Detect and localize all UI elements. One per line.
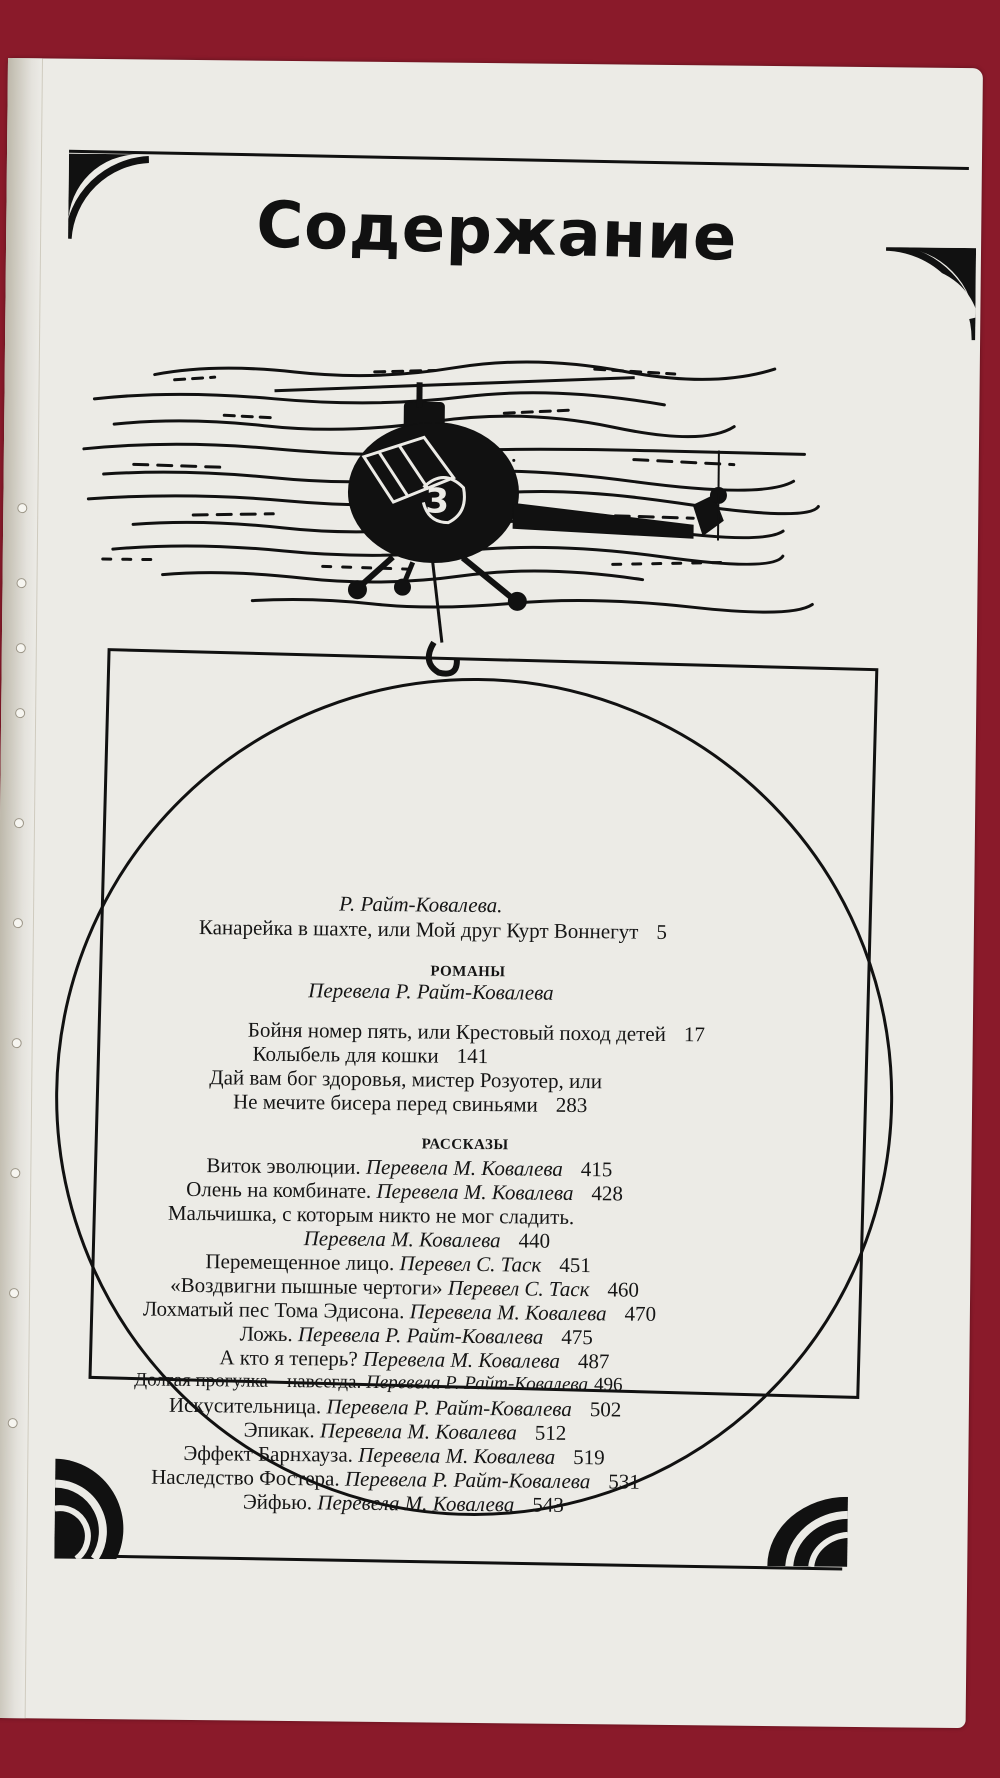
entry-translator: Перевела М. Ковалева: [303, 1226, 501, 1253]
entry-page: 475: [561, 1324, 593, 1350]
book-spine: [0, 58, 43, 1718]
list-item: [151, 1465, 640, 1494]
entry-translator: Перевела М. Ковалева: [409, 1299, 607, 1326]
entry-title: Бойня номер пять, или Крестовый поход детей: [247, 1017, 667, 1046]
entry-title: Долгая прогулка—навсегда.: [134, 1369, 362, 1393]
stitch-hole: [8, 1418, 18, 1428]
entry-page: 512: [534, 1420, 567, 1445]
preface-author: Р. Райт-Ковалева.: [339, 891, 503, 918]
helicopter-illustration: [71, 324, 855, 692]
entry-translator: Перевела М. Ковалева: [362, 1346, 561, 1373]
entry-title: Искусительница.: [168, 1392, 322, 1419]
entry-page: 487: [577, 1349, 610, 1374]
entry-page: 440: [518, 1228, 551, 1253]
preface-page: 5: [656, 919, 668, 944]
preface-title: Канарейка в шахте, или Мой друг Курт Воннегут: [198, 915, 639, 944]
svg-text:3: 3: [425, 481, 450, 522]
entry-page: 470: [624, 1301, 657, 1326]
corner-ornament-top-left: [8, 58, 983, 68]
entry-title: А кто я теперь?: [219, 1345, 358, 1371]
entry-translator: Перевела Р. Райт-Ковалева: [297, 1322, 544, 1349]
corner-ornament-bottom-right: [8, 58, 983, 68]
list-item: [243, 1490, 564, 1517]
entry-page: 428: [591, 1181, 624, 1206]
entry-translator: Перевела М. Ковалева: [317, 1490, 515, 1517]
entry-page: 141: [456, 1043, 489, 1069]
entry-page: 543: [532, 1492, 564, 1517]
stitch-hole: [15, 708, 25, 718]
entry-title: Эффект Барнхауза.: [183, 1440, 354, 1467]
entry-translator: Перевел С. Таск: [447, 1275, 590, 1302]
list-item: [168, 1201, 575, 1229]
entry-title: Перемещенное лицо.: [205, 1249, 395, 1276]
corner-ornament-bottom-left: [8, 58, 983, 68]
entry-translator: Перевела Р. Райт-Ковалева: [365, 1371, 589, 1396]
frame-bottom-rule: [57, 1554, 842, 1571]
entry-page: 17: [683, 1022, 706, 1047]
entry-page: 502: [589, 1397, 622, 1422]
list-item: [252, 1042, 488, 1068]
entry-title: Дай вам бог здоровья, мистер Розуотер, или: [209, 1065, 603, 1094]
entry-title: Виток эволюции.: [206, 1153, 361, 1179]
entry-title: Мальчишка, с которым никто не мог сладить.: [167, 1200, 575, 1229]
novels-heading: РОМАНЫ: [430, 963, 506, 981]
stitch-hole: [14, 818, 24, 828]
entry-page: 531: [608, 1469, 640, 1494]
entry-page: 496: [593, 1374, 623, 1396]
stitch-hole: [16, 643, 26, 653]
preface-entry: [199, 915, 667, 944]
entry-translator: Перевел С. Таск: [399, 1251, 542, 1277]
entry-title: Эпикак.: [243, 1417, 315, 1443]
entry-translator: Перевела М. Ковалева: [358, 1442, 556, 1469]
entry-title: Не мечите бисера перед свиньями: [232, 1089, 538, 1117]
frame-top-rule: [69, 150, 969, 170]
list-item: [304, 1226, 551, 1253]
entry-title: Олень на комбинате.: [186, 1176, 372, 1203]
entry-title: «Воздвигни пышные чертоги»: [170, 1272, 443, 1300]
entry-page: 451: [559, 1252, 591, 1278]
entry-title: Эйфью.: [242, 1489, 313, 1515]
page-title: Содержание: [255, 188, 739, 276]
entry-page: 415: [580, 1157, 613, 1182]
corner-ornament-top-right: [8, 58, 983, 68]
entry-translator: Перевела М. Ковалева: [319, 1418, 517, 1445]
book-page: [0, 58, 983, 1728]
stories-heading: РАССКАЗЫ: [421, 1136, 509, 1154]
entry-page: 460: [607, 1277, 640, 1302]
stitch-hole: [17, 503, 27, 513]
entry-translator: Перевела М. Ковалева: [376, 1178, 574, 1205]
entry-title: Наследство Фостера.: [151, 1464, 340, 1491]
list-item: [244, 1418, 567, 1445]
entry-translator: Перевела Р. Райт-Ковалева: [344, 1466, 591, 1494]
entry-translator: Перевела М. Ковалева: [365, 1154, 563, 1181]
list-item: [233, 1089, 588, 1117]
stitch-hole: [9, 1288, 19, 1298]
stitch-hole: [13, 918, 23, 928]
list-item: [240, 1321, 593, 1349]
entry-title: Ложь.: [239, 1321, 293, 1347]
stitch-hole: [16, 578, 26, 588]
entry-page: 519: [573, 1444, 605, 1470]
entry-translator: Перевела Р. Райт-Ковалева: [326, 1394, 572, 1421]
list-item: [169, 1393, 622, 1422]
novels-translator: Перевела Р. Райт-Ковалева: [308, 978, 554, 1005]
stitch-hole: [12, 1038, 22, 1048]
entry-title: Колыбель для кошки: [252, 1041, 439, 1068]
entry-page: 283: [555, 1092, 588, 1118]
stitch-hole: [10, 1168, 20, 1178]
entry-title: Лохматый пес Тома Эдисона.: [142, 1296, 405, 1324]
